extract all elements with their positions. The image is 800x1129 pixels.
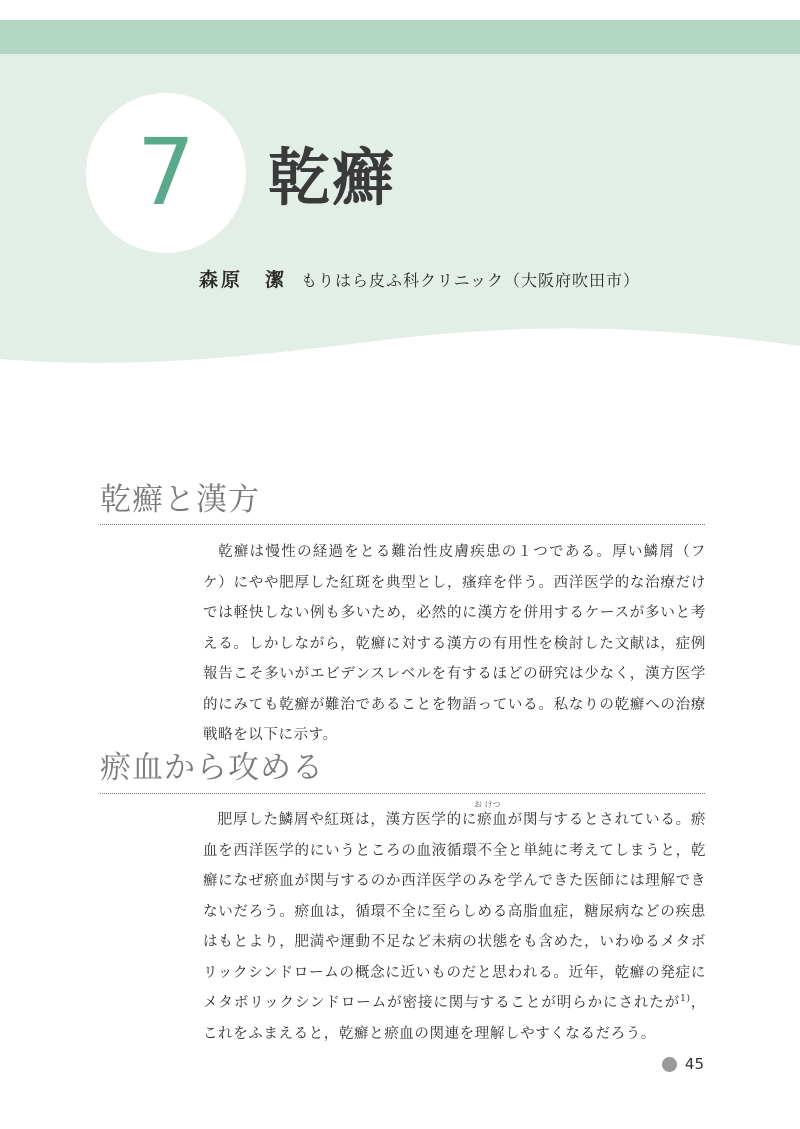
- page-footer: [662, 1053, 704, 1075]
- section-paragraph-2-text-end: ，これをふまえると，乾癬と瘀血の関連を理解しやすくなるだろう。: [203, 995, 706, 1042]
- section-paragraph-2: [203, 805, 706, 1049]
- section-heading-2: 瘀血から攻める: [100, 750, 324, 786]
- section-heading-1: 乾癬と漢方: [100, 482, 260, 518]
- author-line: [0, 265, 640, 296]
- section-paragraph-1: [203, 537, 706, 751]
- author-affiliation: もりはら皮ふ科クリニック（大阪府吹田市）: [300, 271, 640, 290]
- ruby-annotation: お けつ: [474, 800, 501, 809]
- section-divider-1: [100, 524, 705, 525]
- section-paragraph-2-text: 肥厚した鱗屑や紅斑は，漢方医学的に瘀血が関与するとされている。瘀血を西洋医学的にいうところの血液循環不全と単純に考えてしまうと，乾癬になぜ瘀血が関与するのか西洋医学のみを学んできた医師には理解できないだろう。瘀血は，循環不全に至らしめる高脂血症，糖尿病などの疾患はもとより，肥満や運動不足など未病の状態をも含めた，いわゆるメタボリックシンドロームの概念に近いものだと思われる。近年，乾癬の発症にメタボリックシンドロームが密接に関与することが明らかにされたが: [203, 812, 706, 1011]
- footnote-reference: 1): [680, 994, 691, 1004]
- section-divider-2: [100, 793, 705, 794]
- section-paragraph-1-text: 乾癬は慢性の経過をとる難治性皮膚疾患の１つである。厚い鱗屑（フケ）にやや肥厚した紅斑を典型とし，瘙痒を伴う。西洋医学的な治療だけでは軽快しない例も多いため，必然的に漢方を併用するケースが多いと考える。しかしながら，乾癬に対する漢方の有用性を検討した文献は，症例報告こそ多いがエビデンスレベルを有するほどの研究は少なく，漢方医学的にみても乾癬が難治であることを物語っている。私なりの乾癬への治療戦略を以下に示す。: [203, 544, 706, 743]
- header-band: [0, 20, 800, 54]
- author-name: 森原 潔: [198, 269, 287, 291]
- chapter-number-circle: [86, 93, 246, 253]
- chapter-number: 7: [136, 119, 196, 226]
- page-number: 45: [684, 1055, 704, 1073]
- page-dot-icon: [662, 1057, 677, 1072]
- chapter-title: 乾癬: [268, 141, 397, 214]
